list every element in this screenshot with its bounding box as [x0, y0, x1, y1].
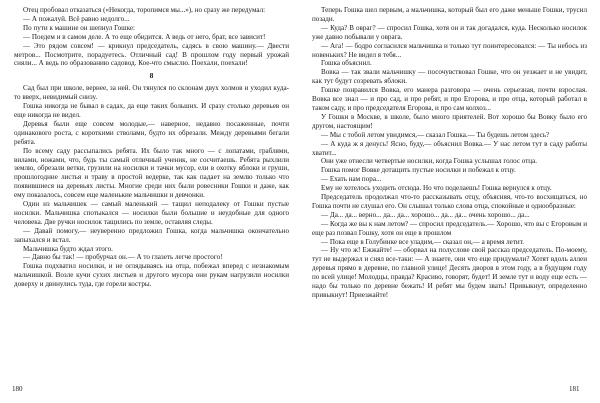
- paragraph: — Пока еще в Голубинке все уладим,— сказал он,— а время летит.: [321, 237, 525, 246]
- paragraph: — Это рядом совсем! — крикнул председатель, садясь в свою машину.— Двести метров... Посмотрите, порадуетесь. Отличный сад! В прошлом году первый урожай сняли... А ведь по образованию садовод. Кое-что смыслю. Поехали, поехали!: [14, 41, 289, 68]
- paragraph: Вовка — так звали мальчишку — посочувствовал Гошке, что он уезжает и не увидит, как тут будут созревать яблоки.: [312, 68, 587, 86]
- paragraph: — Ну что ж! Ежжайте! — оборвал на полуслове свой рассказ председатель. По-моему, тут не выдержал и снял все-таки: — А знаете, они что еще придумали? Хотят вдоль аллеи деревья прямо в деревне, по главной улице! Десять дворов в этом году, а в будущем году по всей улице! Молодцы, правда? Красиво, говорят, будет! И земле тут и воду еще есть — надо бы только по деревне бежать! И ребят мы будем звать! Привыкнут, определенно привыкнут! Приезжайте!: [312, 246, 587, 299]
- paragraph: У Гошки в Москве, в школе, было много приятелей. Вот хорошо бы Вовку было его другом, настоящим!: [312, 112, 587, 130]
- paragraph: Отец пробовал отказаться («Некогда, торопимся мы...»), но сразу же передумал:: [23, 6, 266, 14]
- paragraph: — Ехать нам пора...: [321, 175, 382, 184]
- paragraph: — Ага! — бодро согласился мальчишка и только тут поинтересовался: — Ты небось из новеньких? Не видел я тебя...: [312, 41, 587, 59]
- page-number-right: 181: [569, 385, 580, 393]
- paragraph: Гошка подхватил носилки, и не оглядываясь на отца, побежал вперед с незнакомым мальчишкой. Возле кучи сухих листьев и другого мусора они рукам нагрузили носилки доверху и двинулись туда, где горели костры.: [14, 262, 289, 289]
- left-page-text: [14, 6, 289, 289]
- paragraph: Сад был при школе, вернее, за ней. Он тянулся по склонам двух холмов и уходил куда-то вверх, невидимый снизу.: [14, 84, 289, 102]
- paragraph: Деревья были еще совсем молодые,— наверное, недавно посаженные, почти одинакового роста, с короткими стволами, будто их обрезали. Между деревьями бегали ребята.: [14, 119, 289, 146]
- paragraph: — Когда же вы к нам летом? — спросил председатель.— Хорошо, что вы с Егоровым и еще раз позвал Гошку, хотя он еще в прошлом: [312, 219, 587, 237]
- paragraph: — Мы с тобой летом увидимся,— сказал Гошка.— Ты будешь летом здесь?: [321, 130, 550, 139]
- paragraph: — А куда ж я денусь! Ясно, буду,— объяснил Вовка.— У нас летом тут в саду работы хватит...: [312, 139, 587, 157]
- paragraph: По всему саду рассыпались ребята. Их было так много — с лопатами, граблями, вилами, ножами, что, будь ты самый отличный ученик, не сосчитаешь. Ребята рыхлили землю, обрезали ветки, грузили на носилки и тачки мусор, ели в охотку яблоки и груши, прошлогодние листья и траву в простой ведерке, так как падает на землю только что появившиеся на деревьях листы. Многие среди них были ровесники Гошки и даже, как ему показалось, совсем еще маленькие мальчишки и девчонки.: [14, 146, 289, 200]
- paragraph: Гошка никогда не бывал в садах, да еще таких больших. И сразу столько деревьев он еще никогда не видел.: [14, 102, 289, 119]
- paragraph: Теперь Гошка шел первым, а мальчишка, который был его даже меньше Гошки, трусил позади.: [312, 6, 587, 23]
- paragraph: Гошке понравился Вовка, его манера разговора — очень серьезная, почти взрослая. Вовка все знал — и про сад, и про ребят, и про Егорова, и про отца, который работал в таком саду, и про председателя Егорова, и про сам колхоз...: [312, 86, 587, 112]
- paragraph: — Поедем и в самом деле. А то еще обидится. А ведь от него, брат, все зависит!: [23, 32, 266, 41]
- paragraph: Они уже отнесли четвертые носилки, когда Гошка услышал голос отца.: [321, 157, 538, 166]
- right-page-text: [312, 6, 587, 300]
- paragraph: Гошка объяснил.: [321, 59, 372, 68]
- page-number-left: 180: [12, 385, 23, 393]
- paragraph: Председатель продолжал что-то рассказывать отцу, объясняя, что-то восхищаться, но Гошка почти не слушал его. Он слышал только слова отца, спокойные и однообразные:: [312, 193, 587, 210]
- paragraph: — Давай помогу,— неуверенно предложил Гошка, когда мальчишка окончательно запыхался и встал.: [14, 226, 289, 244]
- paragraph: — Давно бы так! — пробурчал он.— А то глазеть легче простого!: [23, 253, 223, 262]
- paragraph: Гошка помог Вовке дотащить пустые носилки и побежал к отцу.: [321, 166, 516, 175]
- paragraph: Мальчишка будто ждал этого.: [23, 244, 113, 253]
- paragraph: Ему не хотелось уходить отсюда. Но что поделаешь! Гошка вернулся к отцу.: [321, 184, 552, 193]
- paragraph: — Куда? В овраг? — спросил Гошка, хотя он и так догадался, куда. Несколько носилок уже давно побывали у оврага.: [312, 23, 587, 41]
- paragraph: По пути к машине он шепнул Гошке:: [23, 23, 135, 32]
- paragraph: — Да... да... верно... да... да... хорошо... да... да... очень хорошо... да...: [321, 210, 530, 219]
- section-number: 8: [149, 71, 154, 81]
- paragraph: Один из мальчишек — самый маленький — тащил неподалеку от Гошки пустые носилки. Мальчишка спотыкался — носилки были большие и неудобные для одного человека. Две ручки носилок тащились по земле, оставляя следы.: [14, 200, 289, 226]
- paragraph: — А пожалуй. Всё равно недолго...: [23, 14, 130, 23]
